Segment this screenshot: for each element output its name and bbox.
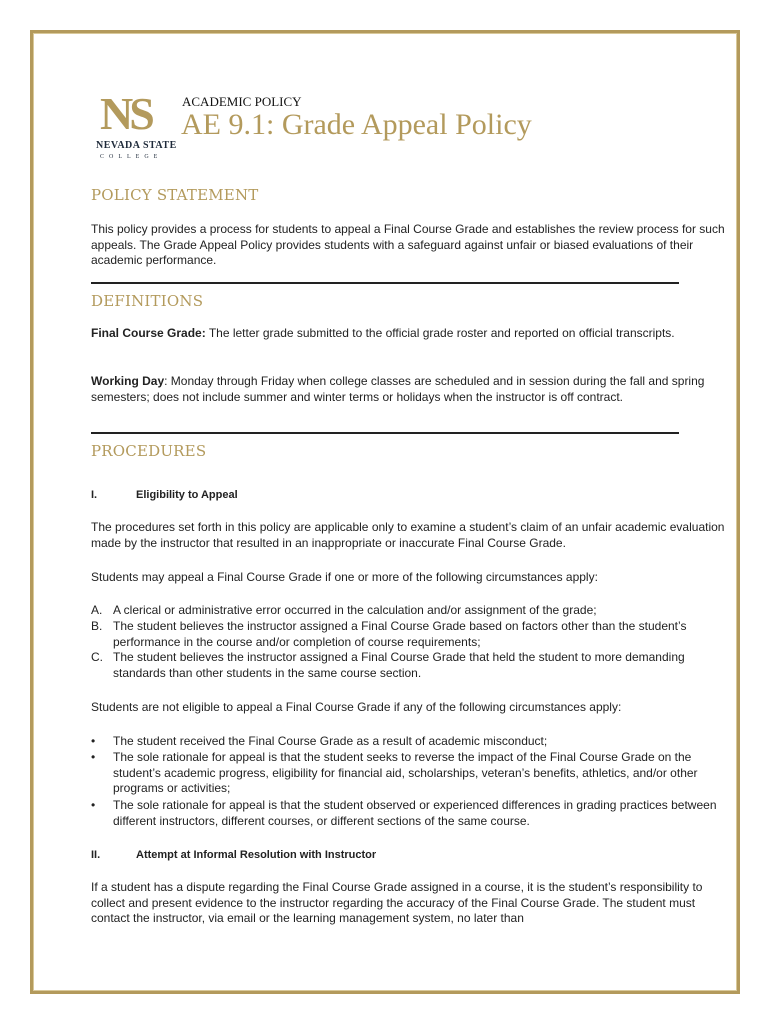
section-divider xyxy=(91,432,679,434)
definition-working-day xyxy=(91,374,731,405)
definitions-heading: DEFINITIONS xyxy=(91,292,204,310)
procedures-heading: PROCEDURES xyxy=(91,442,207,460)
eligible-lead: Students may appeal a Final Course Grade if one or more of the following circumstances apply: xyxy=(91,570,598,584)
logo-name: NEVADA STATE xyxy=(96,140,177,151)
list-marker: B. xyxy=(91,619,103,633)
bullet-icon: • xyxy=(91,798,96,812)
list-item xyxy=(91,603,731,619)
eligibility-intro: The procedures set forth in this policy are applicable only to examine a student’s claim of an unfair academic evaluation made by the instructor that resulted in an inappropriate or inaccurate Final Course Grade. xyxy=(91,520,725,550)
list-item xyxy=(91,734,731,750)
page-title: AE 9.1: Grade Appeal Policy xyxy=(181,108,532,141)
list-text: The student believes the instructor assigned a Final Course Grade that held the student to more demanding standards than other students in the same course section. xyxy=(113,650,685,680)
logo-college: COLLEGE xyxy=(100,154,163,160)
section-numeral: II. xyxy=(91,849,101,861)
list-item xyxy=(91,650,731,681)
list-text: The student believes the instructor assigned a Final Course Grade based on factors other than the student’s performance in the course and/or completion of course requirements; xyxy=(113,619,687,649)
section-title-eligibility: Eligibility to Appeal xyxy=(136,489,238,501)
logo-monogram: NS xyxy=(100,88,151,139)
definition-text: : Monday through Friday when college classes are scheduled and in session during the fall and spring semesters; does not include summer and winter terms or holidays when the instructor is off contract. xyxy=(91,374,705,404)
college-logo xyxy=(96,88,177,166)
list-item xyxy=(91,619,731,650)
document-kicker: ACADEMIC POLICY xyxy=(182,94,302,109)
definition-term: Working Day xyxy=(91,374,165,388)
section-title-informal-resolution: Attempt at Informal Resolution with Instructor xyxy=(136,849,377,861)
ineligible-lead: Students are not eligible to appeal a Final Course Grade if any of the following circumstances apply: xyxy=(91,700,622,714)
informal-resolution-text: If a student has a dispute regarding the Final Course Grade assigned in a course, it is the student’s responsibility to collect and present evidence to the instructor regarding the accuracy of the Final Course Grade. The student must contact the instructor, via email or the learning management system, no later than xyxy=(91,880,703,925)
list-marker: C. xyxy=(91,650,103,664)
policy-statement-heading: POLICY STATEMENT xyxy=(91,186,259,204)
definition-term: Final Course Grade: xyxy=(91,326,206,340)
list-text: A clerical or administrative error occurred in the calculation and/or assignment of the grade; xyxy=(113,603,597,617)
policy-statement-text: This policy provides a process for students to appeal a Final Course Grade and establishes the review process for such appeals. The Grade Appeal Policy provides students with a safeguard against unfair or biased evaluations of their academic performance. xyxy=(91,222,725,267)
section-divider xyxy=(91,282,679,284)
bullet-icon: • xyxy=(91,734,96,748)
list-text: The sole rationale for appeal is that the student seeks to reverse the impact of the Final Course Grade on the student’s academic progress, eligibility for financial aid, scholarships, veteran’s benefits, athletics, and/or other programs or activities; xyxy=(113,750,698,795)
definition-final-course-grade xyxy=(91,326,731,342)
list-text: The student received the Final Course Grade as a result of academic misconduct; xyxy=(113,734,548,748)
list-text: The sole rationale for appeal is that the student observed or experienced differences in grading practices between different instructors, different courses, or different sections of the same course. xyxy=(113,798,717,828)
list-item xyxy=(91,798,731,829)
definition-text: The letter grade submitted to the official grade roster and reported on official transcripts. xyxy=(205,326,675,340)
section-numeral: I. xyxy=(91,489,98,501)
list-item xyxy=(91,750,731,797)
list-marker: A. xyxy=(91,603,103,617)
bullet-icon: • xyxy=(91,750,96,764)
